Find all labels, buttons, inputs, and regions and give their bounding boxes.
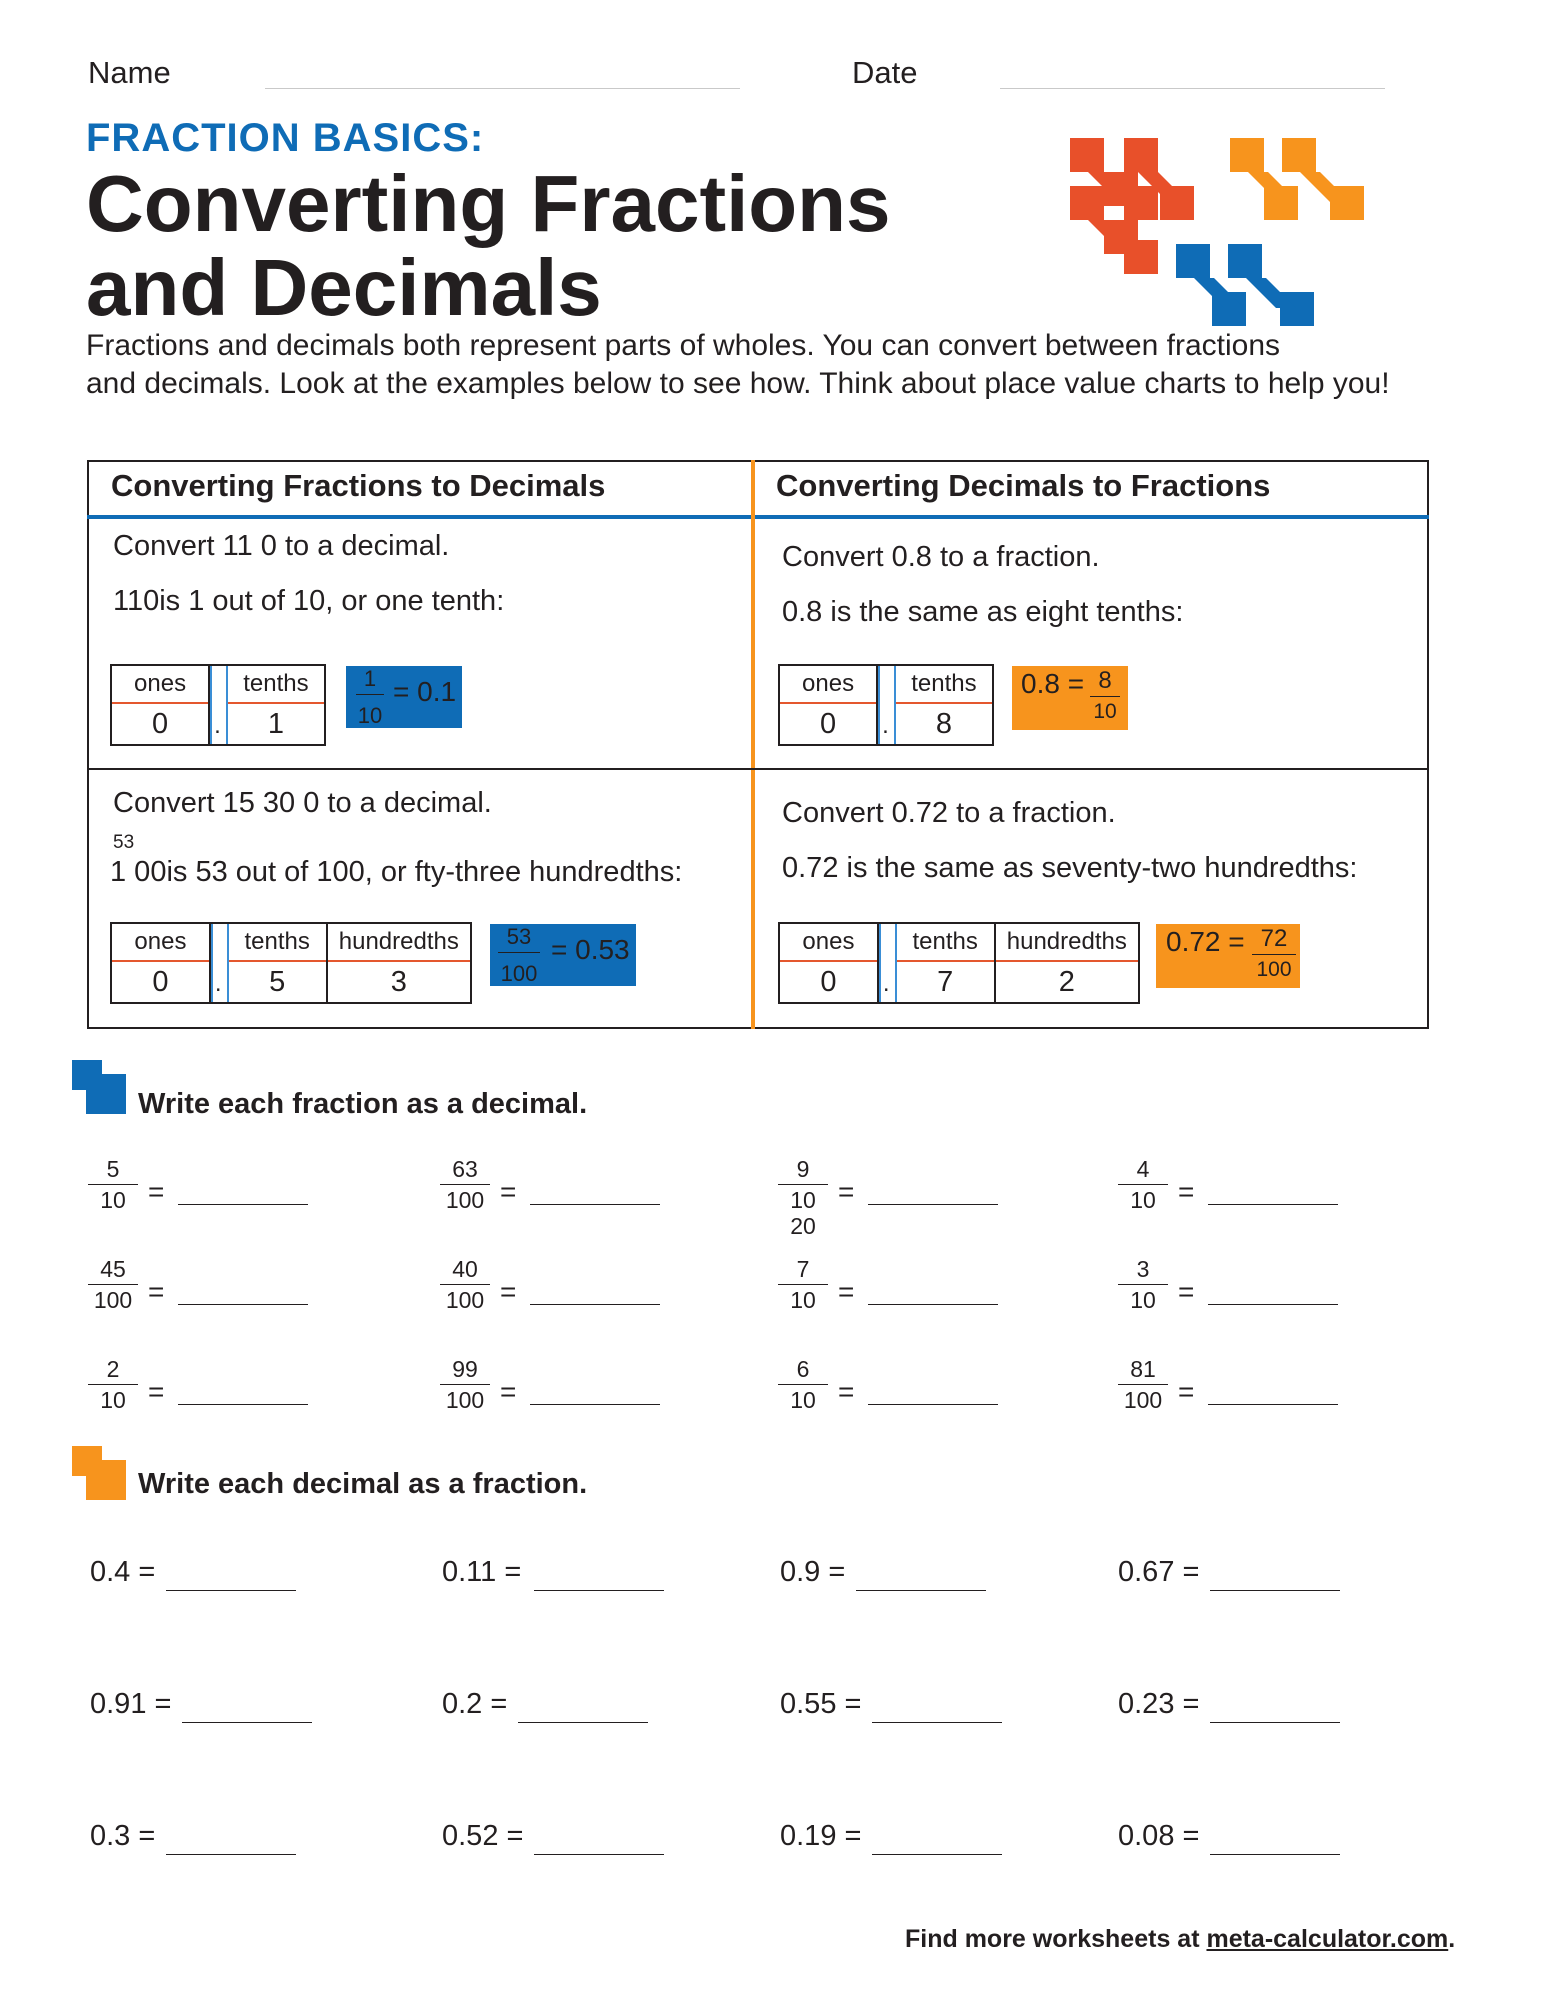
pv-value: 3 xyxy=(390,966,407,998)
denominator: 100 xyxy=(93,1287,133,1313)
ex2-result-value: 0.8 = xyxy=(1021,668,1085,699)
ex4-explain: 0.72 is the same as seventy-two hundredths: xyxy=(782,852,1358,884)
fraction-problem xyxy=(88,1156,138,1213)
right-column-heading: Converting Decimals to Fractions xyxy=(776,468,1271,503)
answer-blank[interactable] xyxy=(868,1404,998,1405)
answer-blank[interactable] xyxy=(534,1590,664,1591)
kicker: FRACTION BASICS: xyxy=(86,116,485,160)
denominator: 10 xyxy=(100,1187,126,1213)
decimal-problem: 0.52 = xyxy=(442,1820,524,1852)
decimal-point: . xyxy=(214,970,222,997)
numerator: 7 xyxy=(796,1256,810,1282)
page-title-line2: and Decimals xyxy=(86,243,602,332)
fraction-problem xyxy=(440,1356,490,1413)
equals-sign: = xyxy=(1178,1176,1195,1207)
equals-sign: = xyxy=(148,1376,165,1407)
answer-blank[interactable] xyxy=(872,1854,1002,1855)
answer-blank[interactable] xyxy=(534,1854,664,1855)
pv-label: ones xyxy=(112,666,208,704)
ex4-result-fraction xyxy=(1252,926,1296,983)
pv-label: hundredths xyxy=(996,924,1138,962)
pv-label: ones xyxy=(112,924,209,962)
equals-sign: = xyxy=(838,1376,855,1407)
blue-blocks-icon xyxy=(72,1060,130,1118)
fraction-problem xyxy=(1118,1256,1168,1313)
answer-blank[interactable] xyxy=(1210,1854,1340,1855)
decimal-problem: 0.67 = xyxy=(1118,1556,1200,1588)
ex3-place-value-chart xyxy=(110,922,472,1004)
section1-heading: Write each fraction as a decimal. xyxy=(138,1088,588,1120)
decimal-problem: 0.3 = xyxy=(90,1820,156,1852)
ex3-result-fraction xyxy=(498,924,540,987)
answer-blank[interactable] xyxy=(530,1304,660,1305)
ex3-small-numerator: 53 xyxy=(113,832,135,853)
name-label: Name xyxy=(88,55,171,90)
ex1-prompt: Convert 11 0 to a decimal. xyxy=(113,530,450,562)
pv-label: tenths xyxy=(896,666,992,704)
footer-text xyxy=(905,1925,1455,1954)
section2-heading: Write each decimal as a fraction. xyxy=(138,1468,588,1500)
pv-label: tenths xyxy=(229,924,326,962)
equals-sign: = xyxy=(148,1276,165,1307)
fraction-problem xyxy=(88,1256,138,1313)
footer-link[interactable]: meta-calculator.com xyxy=(1206,1925,1449,1953)
page-title-line1: Converting Fractions xyxy=(86,159,891,248)
answer-blank[interactable] xyxy=(1210,1722,1340,1723)
answer-blank[interactable] xyxy=(1208,1204,1338,1205)
equals-sign: = xyxy=(500,1176,517,1207)
answer-blank[interactable] xyxy=(178,1304,308,1305)
numerator: 4 xyxy=(1136,1156,1150,1182)
pv-value: 0 xyxy=(152,966,169,998)
denominator: 100 xyxy=(1256,958,1292,981)
footer-prefix: Find more worksheets at xyxy=(905,1925,1207,1953)
equals-sign: = xyxy=(838,1276,855,1307)
equals-sign: = xyxy=(1178,1276,1195,1307)
denominator: 100 xyxy=(500,961,538,986)
numerator: 53 xyxy=(506,924,532,949)
name-field[interactable] xyxy=(265,88,740,89)
date-field[interactable] xyxy=(1000,88,1385,89)
equals-sign: = xyxy=(500,1276,517,1307)
denominator: 100 xyxy=(1123,1387,1163,1413)
denominator: 10 20 xyxy=(790,1187,816,1239)
answer-blank[interactable] xyxy=(178,1204,308,1205)
denominator: 10 xyxy=(357,703,383,728)
numerator: 63 xyxy=(452,1156,478,1182)
answer-blank[interactable] xyxy=(872,1722,1002,1723)
fraction-problem xyxy=(1118,1156,1168,1213)
numerator: 81 xyxy=(1130,1356,1156,1382)
numerator: 1 xyxy=(363,666,377,691)
row-divider xyxy=(87,768,1427,770)
ex2-prompt: Convert 0.8 to a fraction. xyxy=(782,541,1100,573)
denominator: 100 xyxy=(445,1187,485,1213)
pv-label: hundredths xyxy=(328,924,470,962)
orange-blocks-icon xyxy=(72,1446,130,1504)
ex1-result-fraction xyxy=(356,666,384,729)
pv-value: 8 xyxy=(935,708,953,740)
answer-blank[interactable] xyxy=(166,1854,296,1855)
pv-value: 1 xyxy=(267,708,285,740)
answer-blank[interactable] xyxy=(530,1204,660,1205)
pv-value: 0 xyxy=(152,708,169,740)
numerator: 99 xyxy=(452,1356,478,1382)
logo-blocks-icon xyxy=(1068,136,1378,336)
footer-suffix: . xyxy=(1448,1925,1456,1953)
left-column-heading: Converting Fractions to Decimals xyxy=(111,468,606,503)
answer-blank[interactable] xyxy=(178,1404,308,1405)
fraction-problem xyxy=(778,1156,828,1239)
ex2-place-value-chart xyxy=(778,664,994,746)
denominator: 10 xyxy=(790,1387,816,1413)
decimal-point: . xyxy=(882,712,889,739)
numerator: 3 xyxy=(1136,1256,1150,1282)
denominator: 10 xyxy=(100,1387,126,1413)
answer-blank[interactable] xyxy=(868,1204,998,1205)
ex4-prompt: Convert 0.72 to a fraction. xyxy=(782,797,1116,829)
intro-line2: and decimals. Look at the examples below to see how. Think about place value charts to help you! xyxy=(86,367,1390,400)
decimal-problem: 0.91 = xyxy=(90,1688,172,1720)
denominator: 10 xyxy=(1130,1187,1156,1213)
numerator: 8 xyxy=(1098,667,1112,694)
answer-blank[interactable] xyxy=(1210,1590,1340,1591)
pv-value: 7 xyxy=(937,966,954,998)
ex2-explain: 0.8 is the same as eight tenths: xyxy=(782,596,1184,628)
header-divider xyxy=(87,515,1429,519)
answer-blank[interactable] xyxy=(518,1722,648,1723)
pv-label: tenths xyxy=(228,666,324,704)
decimal-problem: 0.23 = xyxy=(1118,1688,1200,1720)
numerator: 9 xyxy=(796,1156,810,1182)
intro-line1: Fractions and decimals both represent parts of wholes. You can convert between fractions xyxy=(86,329,1281,362)
decimal-problem: 0.19 = xyxy=(780,1820,862,1852)
numerator: 40 xyxy=(452,1256,478,1282)
equals-sign: = xyxy=(148,1176,165,1207)
pv-label: ones xyxy=(780,924,877,962)
equals-sign: = xyxy=(500,1376,517,1407)
denominator: 100 xyxy=(445,1287,485,1313)
pv-label: tenths xyxy=(897,924,994,962)
pv-value: 0 xyxy=(820,966,837,998)
fraction-problem xyxy=(440,1156,490,1213)
numerator: 6 xyxy=(796,1356,810,1382)
ex3-result-value: = 0.53 xyxy=(551,934,630,965)
equals-sign: = xyxy=(1178,1376,1195,1407)
denominator: 100 xyxy=(445,1387,485,1413)
numerator: 2 xyxy=(106,1356,120,1382)
answer-blank[interactable] xyxy=(166,1590,296,1591)
answer-blank[interactable] xyxy=(856,1590,986,1591)
ex2-result-fraction xyxy=(1090,668,1120,725)
fraction-problem xyxy=(440,1256,490,1313)
answer-blank[interactable] xyxy=(182,1722,312,1723)
answer-blank[interactable] xyxy=(1208,1404,1338,1405)
ex4-place-value-chart xyxy=(778,922,1140,1004)
answer-blank[interactable] xyxy=(1208,1304,1338,1305)
numerator: 5 xyxy=(106,1156,120,1182)
pv-label: ones xyxy=(780,666,876,704)
denominator: 10 xyxy=(790,1287,816,1313)
pv-value: 2 xyxy=(1058,966,1075,998)
decimal-problem: 0.08 = xyxy=(1118,1820,1200,1852)
decimal-problem: 0.2 = xyxy=(442,1688,508,1720)
denominator: 10 xyxy=(1093,700,1117,723)
decimal-problem: 0.55 = xyxy=(780,1688,862,1720)
answer-blank[interactable] xyxy=(868,1304,998,1305)
date-label: Date xyxy=(852,55,918,90)
fraction-problem xyxy=(778,1256,828,1313)
ex3-explain: 1 00is 53 out of 100, or fty-three hundredths: xyxy=(110,856,683,888)
fraction-problem xyxy=(1118,1356,1168,1413)
ex1-result-value: = 0.1 xyxy=(393,676,457,707)
fraction-problem xyxy=(778,1356,828,1413)
decimal-problem: 0.4 = xyxy=(90,1556,156,1588)
ex1-place-value-chart xyxy=(110,664,326,746)
denominator: 10 xyxy=(1130,1287,1156,1313)
equals-sign: = xyxy=(838,1176,855,1207)
decimal-problem: 0.9 = xyxy=(780,1556,846,1588)
ex3-prompt: Convert 15 30 0 to a decimal. xyxy=(113,787,492,819)
answer-blank[interactable] xyxy=(530,1404,660,1405)
decimal-point: . xyxy=(882,970,890,997)
pv-value: 0 xyxy=(820,708,837,740)
pv-value: 5 xyxy=(269,966,286,998)
fraction-problem xyxy=(88,1356,138,1413)
decimal-point: . xyxy=(214,712,221,739)
numerator: 45 xyxy=(100,1256,126,1282)
numerator: 72 xyxy=(1260,925,1288,952)
ex4-result-value: 0.72 = xyxy=(1166,926,1245,957)
ex1-explain: 110is 1 out of 10, or one tenth: xyxy=(113,585,505,617)
column-divider xyxy=(751,460,755,1029)
decimal-problem: 0.11 = xyxy=(442,1556,522,1588)
